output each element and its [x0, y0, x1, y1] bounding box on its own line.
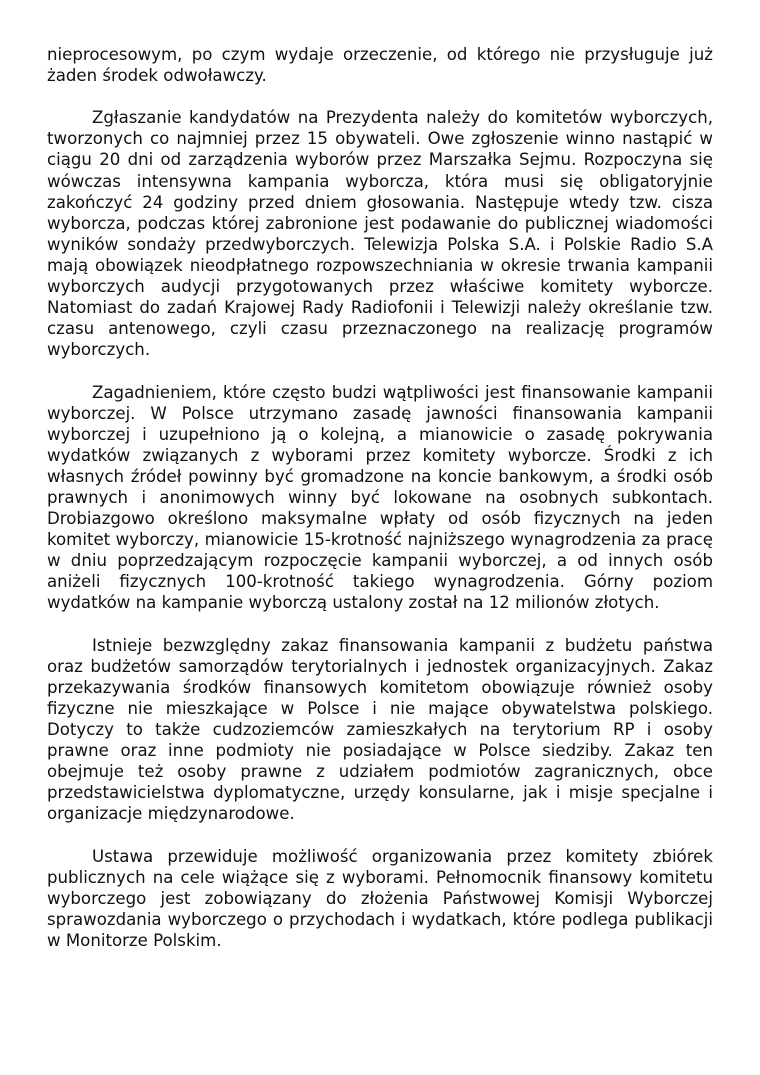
paragraph-continuation: nieprocesowym, po czym wydaje orzeczenie, od którego nie przysługuje już żaden środek odwoławczy. [47, 45, 713, 86]
paragraph-public-collections: Ustawa przewiduje możliwość organizowania przez komitety zbiórek publicznych na cele wiążące się z wyborami. Pełnomocnik finansowy komitetu wyborczego jest zobowiązany do złożenia Państwowej Komisji Wyborczej sprawozdania wyborczego o przychodach i wydatkach, które podlega publikacji w Monitorze Polskim. [47, 846, 713, 950]
paragraph-campaign-financing: Zagadnieniem, które często budzi wątpliwości jest finansowanie kampanii wyborczej. W Polsce utrzymano zasadę jawności finansowania kampanii wyborczej i uzupełniono ją o kolejną, a mianowicie o zasadę pokrywania wydatków związanych z wyborami przez komitety wyborcze. Środki z ich własnych źródeł powinny być gromadzone na koncie bankowym, a środki osób prawnych i anonimowych winny być lokowane na osobnych subkontach. Drobiazgowo określono maksymalne wpłaty od osób fizycznych na jeden komitet wyborczy, mianowicie 15-krotność najniższego wynagrodzenia za pracę w dniu poprzedzającym rozpoczęcie kampanii wyborczej, a od innych osób aniżeli fizycznych 100-krotność takiego wynagrodzenia. Górny poziom wydatków na kampanie wyborczą ustalony został na 12 milionów złotych. [47, 382, 713, 613]
document-page [47, 44, 713, 951]
paragraph-candidate-registration: Zgłaszanie kandydatów na Prezydenta należy do komitetów wyborczych, tworzonych co najmniej przez 15 obywateli. Owe zgłoszenie winno nastąpić w ciągu 20 dni od zarządzenia wyborów przez Marszałka Sejmu. Rozpoczyna się wówczas intensywna kampania wyborcza, która musi się obligatoryjnie zakończyć 24 godziny przed dniem głosowania. Następuje wtedy tzw. cisza wyborcza, podczas której zabronione jest podawanie do publicznej wiadomości wyników sondaży przedwyborczych. Telewizja Polska S.A. i Polskie Radio S.A mają obowiązek nieodpłatnego rozpowszechniania w okresie trwania kampanii wyborczych audycji przygotowanych przez właściwe komitety wyborcze. Natomiast do zadań Krajowej Rady Radiofonii i Telewizji należy określanie tzw. czasu antenowego, czyli czasu przeznaczonego na realizację programów wyborczych. [47, 108, 713, 360]
paragraph-financing-ban: Istnieje bezwzględny zakaz finansowania kampanii z budżetu państwa oraz budżetów samorządów terytorialnych i jednostek organizacyjnych. Zakaz przekazywania środków finansowych komitetom obowiązuje również osoby fizyczne nie mieszkające w Polsce i nie mające obywatelstwa polskiego. Dotyczy to także cudzoziemców zamieszkałych na terytorium RP i osoby prawne oraz inne podmioty nie posiadające w Polsce siedziby. Zakaz ten obejmuje też osoby prawne z udziałem podmiotów zagranicznych, obce przedstawicielstwa dyplomatyczne, urzędy konsularne, jak i misje specjalne i organizacje międzynarodowe. [47, 635, 713, 824]
